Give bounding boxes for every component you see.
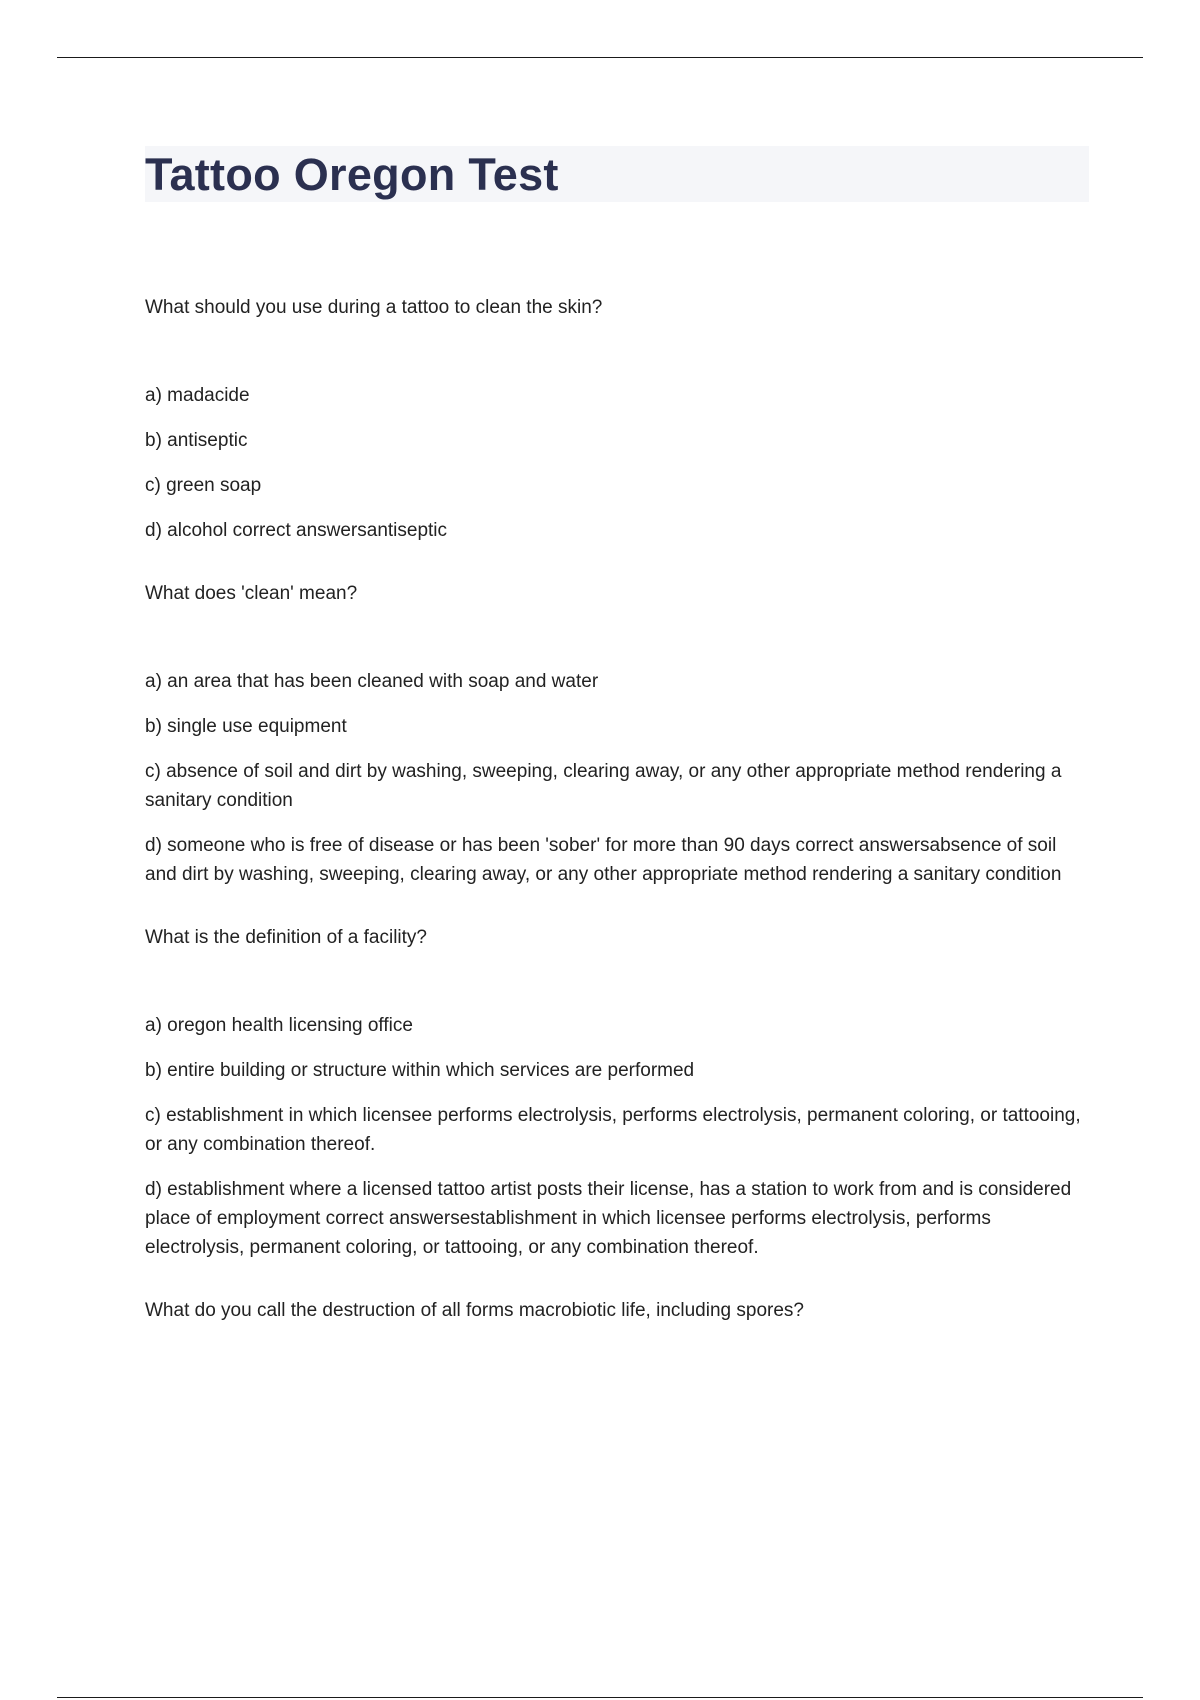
title-banner: [145, 146, 1089, 202]
question-text: What do you call the destruction of all forms macrobiotic life, including spores?: [145, 1300, 804, 1321]
answer-option-b: b) single use equipment: [145, 716, 347, 737]
answer-option-d: d) establishment where a licensed tattoo artist posts their license, has a station to work from and is considered place of employment correct answersestablishment in which licensee performs electrolysis, performs electrolysis, permanent coloring, or tattooing, or any combination thereof.: [145, 1179, 1072, 1258]
bottom-divider: [57, 1697, 1143, 1698]
answer-option-a: a) oregon health licensing office: [145, 1015, 413, 1036]
top-divider: [57, 57, 1143, 58]
question-text: What should you use during a tattoo to clean the skin?: [145, 297, 603, 318]
answer-option-c: c) absence of soil and dirt by washing, sweeping, clearing away, or any other appropriate method rendering a sanitary condition: [145, 761, 1062, 811]
answer-option-b: b) entire building or structure within which services are performed: [145, 1060, 695, 1081]
answer-option-c: c) green soap: [145, 475, 262, 496]
answer-option-b: b) antiseptic: [145, 430, 248, 451]
answer-option-c: c) establishment in which licensee performs electrolysis, performs electrolysis, permanent coloring, or tattooing, or any combination thereof.: [145, 1105, 1081, 1155]
answer-option-a: a) madacide: [145, 385, 250, 406]
question-block-4: [145, 1297, 1091, 1325]
question-block-2: [145, 580, 1091, 889]
question-block-1: [145, 294, 1091, 545]
question-list: [145, 294, 1091, 1325]
document-page: [145, 146, 1091, 1384]
question-block-3: [145, 924, 1091, 1262]
answer-option-d: d) alcohol correct answersantiseptic: [145, 520, 448, 541]
answer-option-a: a) an area that has been cleaned with soap and water: [145, 671, 599, 692]
page-title: Tattoo Oregon Test: [145, 148, 559, 200]
answer-option-d: d) someone who is free of disease or has been 'sober' for more than 90 days correct answersabsence of soil and dirt by washing, sweeping, clearing away, or any other appropriate method rendering a sanitary condition: [145, 835, 1062, 885]
question-text: What does 'clean' mean?: [145, 583, 358, 604]
question-text: What is the definition of a facility?: [145, 927, 427, 948]
